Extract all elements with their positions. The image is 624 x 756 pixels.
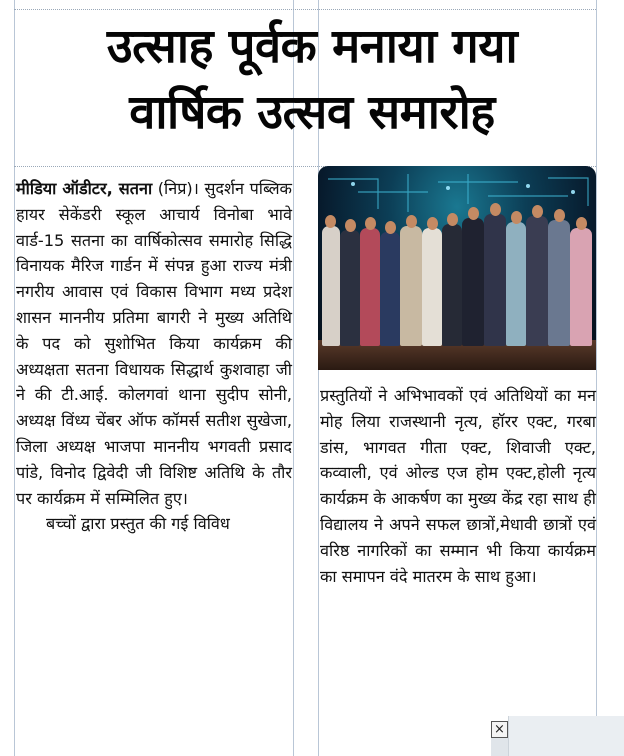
event-photo: [318, 166, 596, 370]
panel-edge: [491, 738, 508, 756]
stage-truss: [318, 174, 596, 214]
article-body-left: (निप्र)। सुदर्शन पब्लिक हायर सेकेंडरी स्कूल आचार्य विनोबा भावे वार्ड-15 सतना का वार्षिकोत्सव समारोह सिद्धि विनायक मैरिज गार्डन में संपन्न हुआ राज्य मंत्री नगरीय आवास एवं विकास विभाग मध्य प्रदेश शासन माननीय प्रतिमा बागरी ने मुख्य अतिथि के पद को सुशोभित किया कार्यक्रम की अध्यक्षता सतना विधायक सिद्धार्थ कुशवाहा जी ने की टी.आई. कोलगवां थाना सुदीप सोनी, अध्यक्ष विंध्य चेंबर ऑफ कॉमर्स सतीश सुखेजा, जिला अध्यक्ष भाजपा माननीय भगवती प्रसाद पांडे, विनोद द्विवेदी जी विशिष्ट अतिथि के तौर पर कार्यक्रम में सम्मिलित हुए।: [16, 179, 292, 508]
overlay-panel: [508, 716, 624, 756]
top-guide: [14, 9, 596, 10]
headline-line-2: वार्षिक उत्सव समारोह: [129, 85, 495, 140]
close-icon[interactable]: ×: [491, 721, 508, 738]
article-column-right: [320, 383, 596, 589]
article-paragraph-2: बच्चों द्वारा प्रस्तुत की गई विविध: [46, 514, 230, 534]
article-paragraph-1: [16, 176, 292, 511]
article-column-left: [16, 176, 292, 537]
headline: [0, 14, 624, 146]
article-body-right: प्रस्तुतियों ने अभिभावकों एवं अतिथियों का मन मोह लिया राजस्थानी नृत्य, हॉरर एक्ट, गरबा डांस, भागवत गीता एक्ट, शिवाजी एक्ट, कव्वाली, एवं ओल्ड एज होम एक्ट,होली नृत्य कार्यक्रम के आकर्षण का मुख्य केंद्र रहा साथ ही विद्यालय ने अपने सफल छात्रों,मेधावी छात्रों एवं वरिष्ठ नागरिकों का सम्मान भी किया कार्यक्रम का समापन वंदे मातरम के साथ हुआ।: [320, 386, 596, 586]
headline-line-1: उत्साह पूर्वक मनाया गया: [106, 19, 518, 74]
byline: मीडिया ऑडीटर, सतना: [16, 179, 153, 198]
